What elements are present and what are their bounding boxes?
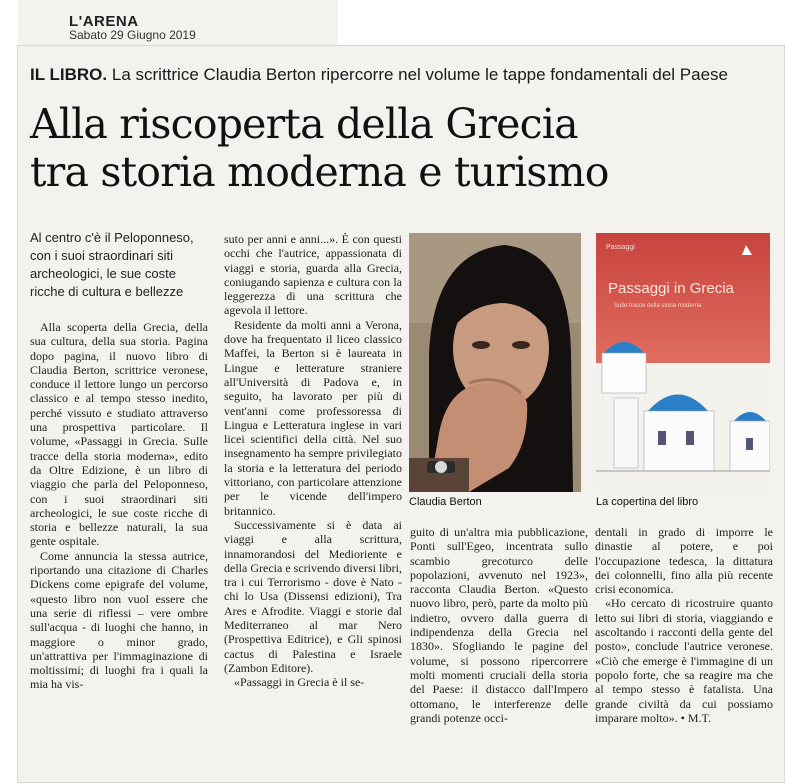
paragraph: Alla scoperta della Grecia, della sua cultura, della sua storia. Pagina dopo pagina, il nuovo libro di Claudia Berton, scrittrice veronese, conduce il lettore lungo un percorso classico e al tempo stesso inedito, perché vissuto e studiato attraverso una prospettiva particolare. Il volume, «Passaggi in Grecia. Sulle tracce della storia moderna», edito da Oltre Edizione, è un libro di viaggio che parla del Peloponneso, con i suoi straordinari siti archeologici, le sue coste ricche di storia e bellezze naturali, la sua gente ospitale. <box>30 320 208 549</box>
author-photo-graphic <box>409 233 581 492</box>
kicker-text: La scrittrice Claudia Berton ripercorre nel volume le tappe fondamentali del Paese <box>111 65 728 84</box>
summary: Al centro c'è il Peloponneso, con i suoi straordinari siti archeologici, le sue coste ricche di cultura e bellezze <box>30 230 194 299</box>
cover-publisher: Passaggi <box>606 244 635 251</box>
photo-caption: Claudia Berton <box>409 496 482 508</box>
newspaper-name: L'ARENA <box>69 13 139 30</box>
kicker <box>30 65 770 85</box>
cover-subtitle: Sulle tracce della storia moderna <box>614 303 702 309</box>
cover-caption: La copertina del libro <box>596 496 699 508</box>
headline-line-1: Alla riscoperta della Grecia <box>30 100 578 148</box>
headline <box>30 100 770 196</box>
body-column-1 <box>30 320 208 692</box>
author-photo <box>409 233 581 492</box>
body-column-4 <box>595 525 773 725</box>
paragraph: Successivamente si è data ai viaggi e alla scrittura, innamorandosi del Medioriente e della Grecia e scrivendo diversi libri, tra i cui Terrorismo - dove è Nato - chi lo Usa (Dissensi edizioni), Tra Ares e Afrodite. Viaggi e storie dal Mediterraneo al mar Nero (Prospettiva Editrice), e Gli spinosi cactus di Palestina e Israele (Zambon Editore). <box>224 517 402 675</box>
issue-date: Sabato 29 Giugno 2019 <box>69 28 196 42</box>
paragraph: dentali in grado di imporre le dinastie al potere, e poi l'occupazione tedesca, la dittatura dei colonnelli, fino alla più recente crisi economica. <box>595 525 773 597</box>
body-column-2 <box>224 232 402 690</box>
paragraph: Come annuncia la stessa autrice, riportando una citazione di Charles Dickens come epigrafe del volume, «questo libro non vuol essere che una serie di riflessi – vere ombre sull'acqua - di luoghi che hanno, in maggiore o minor grado, un'attrattiva per l'immaginazione di moltissimi; di luoghi fra i quali la mia ha vis- <box>30 548 208 692</box>
body-column-3 <box>410 525 588 725</box>
paragraph: «Ho cercato di ricostruire quanto letto sui libri di storia, viaggiando e ascoltando i racconti della gente del posto», conclude l'autrice veronese. «Ciò che emerge è l'immagine di un popolo forte, che sa reagire ma che al tempo stesso è fatalista. Una grande civiltà da cui possiamo imparare molto». • M.T. <box>595 596 773 725</box>
paragraph: Residente da molti anni a Verona, dove ha frequentato il liceo classico Maffei, la Berton si è laureata in Lingue e letterature straniere all'Università di Padova e, in seguito, ha lavorato per più di vent'anni come professoressa di Lingua e Letteratura inglese in vari licei scientifici della città. Nel suo insegnamento ha sempre privilegiato la storia e la letteratura del periodo vittoriano, con particolare attenzione per le vicende dell'impero britannico. <box>224 317 402 518</box>
paragraph: guito di un'altra mia pubblicazione, Ponti sull'Egeo, incentrata sullo scambio grecoturco delle popolazioni, avvenuto nel 1923», racconta Claudia Berton. «Questo nuovo libro, però, parte da molto più indietro, ovvero dalla guerra di indipendenza della Grecia nel 1830». Sfogliando le pagine del volume, si possono ripercorrere molti momenti cruciali della storia del Paese: il distacco dall'Impero ottomano, le interferenze delle grandi potenze occi- <box>410 525 588 725</box>
headline-line-2: tra storia moderna e turismo <box>30 148 609 196</box>
book-cover-graphic <box>596 233 770 492</box>
book-cover <box>596 233 770 492</box>
paragraph: «Passaggi in Grecia è il se- <box>234 675 365 690</box>
cover-title: Passaggi in Grecia <box>608 280 734 297</box>
paragraph: suto per anni e anni...». È con questi occhi che l'autrice, appassionata di viaggi e storia, guarda alla Grecia, coniugando sapienza e cultura con la leggerezza di una scrittura che agevola il lettore. <box>224 232 402 318</box>
kicker-label: IL LIBRO. <box>30 65 108 84</box>
